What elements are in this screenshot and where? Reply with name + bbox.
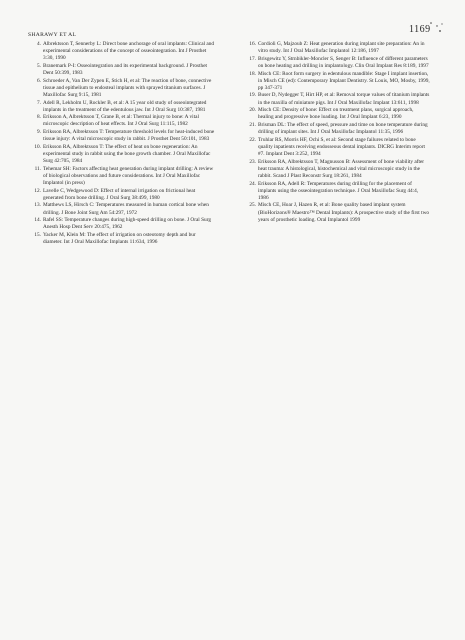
reference-text: Yacker M, Klein M: The effect of irrigation on osteotomy depth and bur diameter. Int J Oral Maxillofac Implants 11:634, 1996	[43, 231, 196, 246]
reference-text: Eriksson A, Albrektsson T, Grane B, et al: Thermal injury to bone: A vital microscopic description of heat effects. Int J Oral Surg 11:115, 1982	[43, 114, 199, 128]
reference-text: Truhlar RS, Morris HF, Ochi S, et al: Second stage failures related to bone quality inpatients receiving endosseous dental implants. DICRG Interim report #7. Implant Dent 3:252, 1994	[258, 136, 425, 157]
reference-item	[245, 137, 430, 158]
reference-number: 7.	[37, 99, 41, 106]
reference-number: 23.	[249, 158, 256, 165]
reference-number: 18.	[249, 70, 256, 77]
reference-item	[245, 181, 430, 202]
reference-number: 13.	[34, 202, 41, 209]
reference-number: 25.	[249, 202, 256, 209]
reference-text: Eriksson RA, Albrektsson T: The effect of heat on bone regeneration: An experimental study in rabbit using the bone growth chamber. J Oral Maxillofac Surg 42:705, 1984	[43, 143, 211, 165]
reference-item	[30, 188, 215, 202]
reference-number: 15.	[34, 231, 41, 238]
reference-text: Cordioli G, Majzoub Z: Heat generation during implant site preparation: An in vitro study. Int J Oral Maxillofac Implantol 12:186, 1997	[258, 41, 425, 55]
reference-number: 4.	[37, 41, 41, 47]
reference-text: Adell R, Lekholm U, Rockler B, et al: A 15 year old study of osseointegrated implants in the treatment of the edentulous jaw. Int J Oral Surg 10:387, 1981	[43, 99, 207, 113]
reference-item	[245, 107, 430, 121]
references-right-column	[245, 41, 430, 224]
reference-number: 14.	[34, 217, 41, 224]
handwritten-marks-icon	[420, 18, 450, 38]
reference-text: Rafel SS: Temperature changes during high-speed drilling on bone. J Oral Surg Anesth Hosp Dent Serv 20:475, 1962	[43, 217, 212, 231]
reference-text: Branemark P-I: Osseointegration and its experimental background. J Prosthet Dent 50:399, 1983	[43, 62, 208, 76]
reference-text: Eriksson RA, Adell R: Temperatures during drilling for the placement of implants using the osseointegration technique. J Oral Maxillofac Surg 44:4, 1986	[258, 180, 419, 201]
reference-text: Brisman DL: The effect of speed, pressure and time on bone temperature during drilling of implant sites. Int J Oral Maxillofac Implantol 11:35, 1996	[258, 122, 428, 136]
reference-item	[30, 144, 215, 165]
running-head: SHARAWY ET AL	[28, 32, 77, 38]
reference-text: Buser D, Nydegger T, Hirt HP, et al: Removal torque values of titanium implants in the maxilla of miniature pigs. Int J Oral Maxillofac Implant 13:611, 1998	[258, 92, 430, 106]
reference-text: Brisgewitz Y, Strnbikler-Moncler S, Senger B: Influence of different parameters on bone heating and drilling in implantology. Clin Oral Implant Res 8:189, 1997	[258, 55, 429, 69]
reference-item	[245, 92, 430, 106]
reference-item	[245, 56, 430, 70]
reference-item	[30, 217, 215, 231]
reference-number: 17.	[249, 55, 256, 62]
reference-number: 16.	[249, 41, 256, 47]
reference-item	[245, 71, 430, 92]
reference-number: 5.	[37, 62, 41, 69]
reference-number: 9.	[37, 129, 41, 136]
reference-item	[30, 63, 215, 77]
reference-item	[245, 159, 430, 180]
reference-item	[30, 166, 215, 187]
reference-text: Matthews LS, Hirsch C: Temperatures measured in human cortical bone when drilling. J Bone Joint Surg Am 54:297, 1972	[43, 202, 209, 216]
reference-text: Eriksson RA, Albrektsson T: Temperature threshold levels for heat-induced bone tissue injury: A vital microscopic study in rabbit. J Prosthet Dent 50:101, 1983	[43, 129, 215, 143]
reference-text: Albrektsson T, Sennerby L: Direct bone anchorage of oral implants: Clinical and experimental considerations of the concept of osseointegration. Int J Prosthet 3:30, 1990	[43, 41, 215, 62]
references-left-column	[30, 41, 215, 247]
reference-number: 21.	[249, 122, 256, 128]
reference-item	[30, 78, 215, 99]
reference-text: Misch CE, Hoar J, Hazen R, et al: Bone quality based implant system (BioHorizons® Maestro™ Dental Implants): A prospective study of the first two years of prosthetic loading. Oral Implantol 1999	[258, 202, 430, 223]
reference-item	[245, 41, 430, 55]
reference-number: 19.	[249, 92, 256, 99]
reference-item	[245, 122, 430, 136]
reference-item	[30, 129, 215, 143]
reference-item	[245, 202, 430, 223]
reference-number: 6.	[37, 77, 41, 84]
reference-item	[30, 232, 215, 246]
reference-number: 20.	[249, 107, 256, 114]
reference-number: 22.	[249, 136, 256, 143]
reference-number: 12.	[34, 187, 41, 194]
reference-number: 11.	[34, 165, 41, 172]
page-number: 1169	[409, 24, 431, 35]
reference-item	[30, 41, 215, 62]
reference-number: 8.	[37, 114, 41, 121]
reference-text: Lavelle C, Wedgewood D: Effect of internal irrigation on frictional heat generated from bone drilling. J Oral Surg 38:499, 1980	[43, 187, 196, 201]
reference-text: Schroeder A, Van Der Zypen E, Stich H, et al: The reaction of bone, connective tissue and epithelium to endosteal implants with sprayed titanium surfaces. J Maxillofac Surg 9:15, 1981	[43, 77, 212, 98]
reference-text: Misch CE: Root form surgery in edentulous mandible: Stage I implant insertion, in Misch CE (ed): Contemporary Implant Dentistry. St Louis, MO, Mosby, 1999, pp 347-371	[258, 70, 430, 91]
reference-item	[30, 114, 215, 128]
reference-item	[30, 202, 215, 216]
reference-text: Tehemar SH: Factors affecting heat generation during implant drilling: A review of biological observations and future considerations. Int J Oral Maxillofac Implantol (in press)	[43, 165, 214, 186]
reference-item	[30, 100, 215, 114]
reference-text: Misch CE: Density of bone: Effect on treatment plans, surgical approach, healing and progressive bone loading. Int J Oral Implant 6:23, 1990	[258, 107, 414, 121]
reference-number: 10.	[34, 143, 41, 150]
reference-number: 24.	[249, 180, 256, 187]
reference-text: Eriksson RA, Albrektsson T, Magnusson B: Assessment of bone viability after heat trauma: A histological, histochemical and vital microscopic study in the rabbit. Scand J Plast Reconstr Surg 18:261, 1984	[258, 158, 425, 179]
